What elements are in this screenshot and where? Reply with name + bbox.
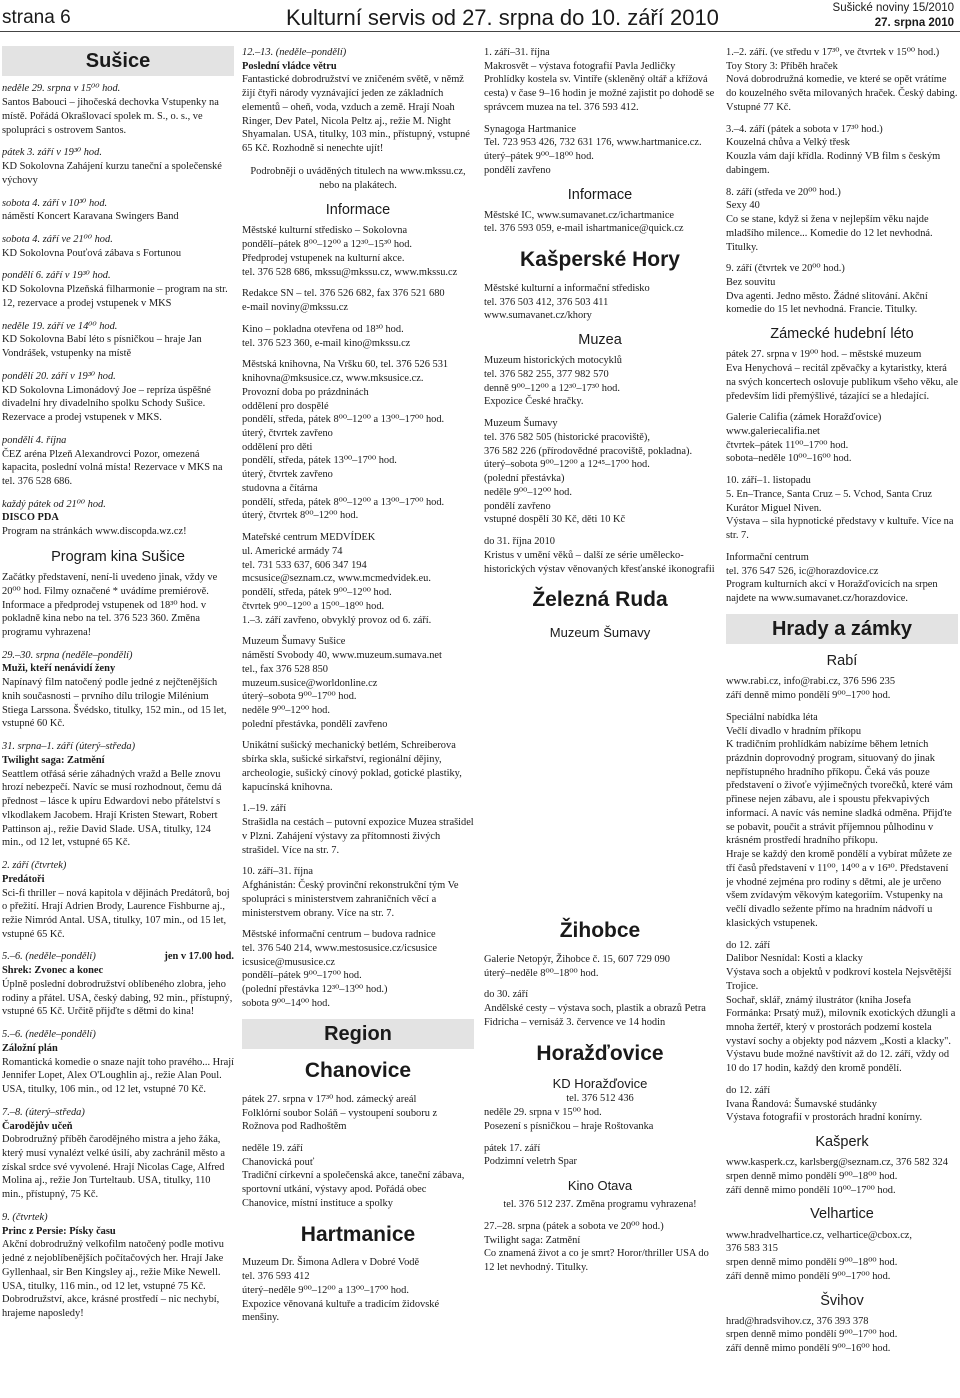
text-line: tel. 376 582 505 (historické pracoviště), <box>484 431 650 443</box>
text-line: září denně mimo pondělí 9⁰⁰–17⁰⁰ hod. <box>726 690 891 702</box>
text-line: tel. 376 547 526, ic@horazdovice.cz <box>726 565 879 577</box>
info-heading-hartmanice: Informace <box>567 186 633 203</box>
text-line: úterý–sobota 9⁰⁰–17⁰⁰ hod. <box>242 691 357 703</box>
event-text: KD Sokolovna Limonádový Joe – repríza úspěšné divadelní hry divadelního spolku Schody Sušice. Rezervace a prodej vstupenek v MKS. <box>2 384 211 424</box>
event-title: Princ z Persie: Písky času <box>2 1225 116 1237</box>
info-heading: Informace <box>325 202 391 219</box>
section-banner-hartmanice: Hartmanice <box>300 1222 416 1246</box>
horazdovice-lines <box>484 1106 716 1169</box>
text-line: Kurátor Miguel Niven. <box>726 502 822 514</box>
text-line: září denně mimo pondělí 9⁰⁰–17⁰⁰ hod. <box>726 1270 891 1282</box>
text-line: 1.–19. září <box>242 803 287 815</box>
event-date: neděle 19. září ve 14⁰⁰ hod. <box>2 320 118 332</box>
text-line: polední přestávka, pondělí zavřeno <box>242 718 388 730</box>
event-date: 2. září (čtvrtek) <box>2 860 67 872</box>
text-line: Posezení s písničkou – hraje Roštovanka <box>484 1120 654 1132</box>
column-3 <box>484 46 716 1396</box>
text-line: Galerie Califia (zámek Horažďovice) <box>726 412 882 424</box>
text-line: Co se stane, když si žena v nejlepším věku najde mladšího milence... Komedie do 12 let nevhodná. Titulky. <box>726 214 933 253</box>
text-line: tel. 376 523 360, e-mail kino@mkssu.cz <box>242 337 411 349</box>
text-line: do 12. září <box>726 939 771 951</box>
text-line: Synagoga Hartmanice <box>484 123 577 135</box>
spacer <box>726 466 958 474</box>
event-text: KD Sokolovna Zahájení kurzu taneční a společenské výchovy <box>2 161 222 186</box>
spacer <box>726 1076 958 1084</box>
text-line: úterý, čtvrtek zavřeno <box>242 469 333 481</box>
event-item <box>2 197 234 224</box>
text-line: Městské kulturní a informační středisko <box>484 282 650 294</box>
kino-heading: Program kina Sušice <box>51 548 185 565</box>
section-banner-horazdovice: Horažďovice <box>536 1041 664 1065</box>
text-line: (polední přestávka) <box>484 473 565 485</box>
event-item <box>242 46 474 156</box>
text-line: Městská knihovna, Na Vršku 60, tel. 376 526 531 <box>242 359 449 371</box>
text-line: 27.–28. srpna (pátek a sobota ve 20⁰⁰ hod.) <box>484 1220 664 1232</box>
text-line: www.sumavanet.cz/khory <box>484 310 592 322</box>
zelezna-ruda-subheading: Muzeum Šumavy <box>549 624 651 640</box>
event-text: Napínavý film natočený podle jedné z nejčtenějších knih současnosti – prvního dílu trilogie Milénium Stiega Larssona. Švédsko, titulky, 152 min., od 15 let, vstupné 60 Kč. <box>2 677 227 730</box>
event-date: každý pátek od 21⁰⁰ hod. <box>2 498 106 510</box>
event-text: Seattlem otřásá série záhadných vražd a Belle znovu hrozí nebezpečí. Navíc se musí rozhodnout, čemu dá přednost – lásce k upíru Edwardovi nebo přátelství s vlkodlakem Jacobem. Hrají Kristen Stewart, Robert Pattinson aj., režie David Slade. USA, titulky, 124 min., od 12 let, vstupné 65 Kč. <box>2 768 222 849</box>
text-line: 376 582 226 (přírodovědné pracoviště, pokladna). <box>484 445 693 457</box>
event-item <box>2 370 234 425</box>
text-line: Toy Story 3: Příběh hraček <box>726 60 838 72</box>
zamek-heading: Zámecké hudební léto <box>770 326 914 343</box>
text-line: Speciální nabídka léta <box>726 711 818 723</box>
event-date: 5.–6. (neděle–pondělí) <box>2 1029 96 1041</box>
muzea-lines <box>484 354 716 576</box>
text-line: vstupné dospělí 30 Kč, děti 10 Kč <box>484 514 626 526</box>
text-line: pátek 27. srpna v 19⁰⁰ hod. – městské muzeum <box>726 349 922 361</box>
event-text: KD Sokolovna Plzeňská filharmonie – program na str. 12, rezervace a prodej vstupenek v MKS <box>2 284 228 309</box>
spacer <box>484 527 716 535</box>
event-item <box>2 269 234 310</box>
text-line: www.hradvelhartice.cz, velhartice@cbox.cz, <box>726 1229 913 1241</box>
text-line: Výstava soch a objektů v podkroví kostela Nejsvětější Trojice. <box>726 967 952 992</box>
event-text: KD Sokolovna Babí léto s písničkou – hraje Jan Vondrášek, vstupenky na místě <box>2 334 202 360</box>
kino-otava-tel: tel. 376 512 237. Změna programu vyhrazena! <box>503 1199 697 1211</box>
text-line: studovna a čítárna <box>242 482 318 494</box>
text-line: Folklórní soubor Soláň – vystoupení souboru z Rožnova pod Radhoštěm <box>242 1107 438 1133</box>
spacer <box>242 794 474 802</box>
text-line: Sexy 40 <box>726 200 760 212</box>
text-line: tel. 731 533 637, 606 347 194 <box>242 559 367 571</box>
text-line: Andělské cesty – výstava soch, plastik a obrazů Petra Fidricha – vernisáž 3. července ve 14 hodin <box>484 1003 706 1028</box>
text-line: neděle 19. září <box>242 1142 303 1154</box>
zamek-lines <box>726 348 958 605</box>
text-line: Městské IC, www.sumavanet.cz/ichartmanice <box>484 209 675 221</box>
text-line: 1.–3. září zavřeno, obvyklý provoz od 6. září. <box>242 614 432 626</box>
event-item <box>2 434 234 489</box>
spacer <box>726 115 958 123</box>
text-line: úterý, čtvrtek zavřeno <box>242 428 333 440</box>
column-4 <box>726 46 958 1396</box>
page-number: strana 6 <box>2 7 71 28</box>
text-line: Kino – pokladna otevřena od 18³⁰ hod. <box>242 323 404 335</box>
event-text: Santos Babouci – jihočeská dechovka Vstupenky na místě. Pořádá Okrašlovací spolek m. S., o. s., ve spolupráci s ostrovem Santos. <box>2 97 219 136</box>
kasperk-lines <box>726 1156 958 1197</box>
section-banner-zihobce: Žihobce <box>559 919 641 943</box>
text-line: Expozice České hračky. <box>484 396 584 408</box>
spacer <box>242 731 474 739</box>
event-item <box>2 233 234 260</box>
page-header <box>0 0 960 32</box>
event-title: Čarodějův učeň <box>2 1120 73 1132</box>
event-item <box>2 740 234 850</box>
event-title: DISCO PDA <box>2 512 59 524</box>
event-text: Sci-fi thriller – nová kapitola v dějinách Predátorů, boj o přežití. Hrají Adrien Brody, Laurence Fishburne aj., režie Nimród Antal. USA, titulky, 107 min., od 15 let, vstupné 65 Kč. <box>2 887 230 940</box>
kasperk-heading: Kašperk <box>815 1134 869 1151</box>
text-line: Informační centrum <box>726 551 809 563</box>
text-line: Tradiční církevní a společenská akce, taneční zábava, sportovní utkání, výstavy apod. Pořádá obec Chanovice, místní instituce a spolky <box>242 1170 465 1209</box>
text-line: 376 583 315 <box>726 1243 778 1255</box>
text-line: tel., fax 376 528 850 <box>242 663 328 675</box>
text-line: ul. Americké armády 74 <box>242 545 343 557</box>
muzea-heading: Muzea <box>578 332 622 349</box>
event-item <box>2 498 234 539</box>
text-line: www.galeriecalifia.net <box>726 426 820 438</box>
spacer <box>242 350 474 358</box>
rabi-heading: Rabí <box>826 653 858 670</box>
text-line: sobota 9⁰⁰–14⁰⁰ hod. <box>242 997 330 1009</box>
event-date: 31. srpna–1. září (úterý–středa) <box>2 741 136 753</box>
svihov-lines <box>726 1315 958 1356</box>
spacer <box>242 523 474 531</box>
column-2 <box>242 46 474 1396</box>
text-line: neděle 9⁰⁰–12⁰⁰ hod. <box>242 704 330 716</box>
event-date: pátek 3. září v 19³⁰ hod. <box>2 147 102 159</box>
spacer <box>484 980 716 988</box>
text-line: Provozní doba po prázdninách <box>242 386 369 398</box>
text-line: září denně mimo pondělí 9⁰⁰–16⁰⁰ hod. <box>726 1343 891 1355</box>
text-line: tel. 376 593 412 <box>242 1271 310 1283</box>
text-line: Muzeum Šumavy Sušice <box>242 636 346 648</box>
text-line: 1. září–31. října <box>484 47 550 58</box>
text-line: knihovna@mksusice.cz, www.mksusice.cz. <box>242 373 424 385</box>
event-text: Romantická komedie o snaze najít toho pravého... Hrají Jennifer Lopet, Alex O'Loughlin aj., režie Alan Poul. USA, titulky, 106 min., od 12 let, vstupné 70 Kč. <box>2 1056 234 1096</box>
text-line: úterý, čtvrtek 8⁰⁰–12⁰⁰ hod. <box>242 510 359 522</box>
event-date: sobota 4. září ve 21⁰⁰ hod. <box>2 234 113 245</box>
event-date: pondělí 6. září v 19³⁰ hod. <box>2 270 111 282</box>
text-line: tel. 376 540 214, www.mestosusice.cz/icsusice <box>242 942 437 954</box>
text-line: 5. En–Trance, Santa Cruz – 5. Vchod, Santa Cruz <box>726 488 933 500</box>
text-line: 3.–4. září (pátek a sobota v 17³⁰ hod.) <box>726 123 883 135</box>
text-line: www.rabi.cz, info@rabi.cz, 376 596 235 <box>726 676 896 688</box>
text-line: oddělení pro dospělé <box>242 400 329 412</box>
event-item <box>2 649 234 731</box>
spacer <box>242 315 474 323</box>
text-line: úterý–neděle 8⁰⁰–18⁰⁰ hod. <box>484 967 599 979</box>
horazdovice-tel: tel. 376 512 436 <box>566 1093 634 1105</box>
spacer <box>242 920 474 928</box>
text-line: Muzeum Dr. Šimona Adlera v Dobré Vodě <box>242 1257 420 1269</box>
event-date: 29.–30. srpna (neděle–pondělí) <box>2 649 133 661</box>
text-line: Unikátní sušický mechanický betlém, Schreiberova sbírka skla, sušické sirkařství, regionální dějiny, archeologie, sušický cínový poklad, gotické plastiky, kapucínská knihovna. <box>242 740 462 793</box>
section-banner-susice: Sušice <box>2 46 234 76</box>
event-title: Predátoři <box>2 873 45 885</box>
event-title: Muži, kteří nenávidí ženy <box>2 663 116 675</box>
text-line: muzeum.susice@worldonline.cz <box>242 677 378 689</box>
spacer <box>242 1134 474 1142</box>
text-line: srpen denně mimo pondělí 9⁰⁰–18⁰⁰ hod. <box>726 1170 898 1182</box>
text-line: čtvrtek 9⁰⁰–12⁰⁰ a 15⁰⁰–18⁰⁰ hod. <box>242 600 385 612</box>
event-date: neděle 29. srpna v 15⁰⁰ hod. <box>2 83 121 95</box>
event-text: Program na stránkách www.discopda.wz.cz! <box>2 526 187 538</box>
spacer <box>242 279 474 287</box>
text-line: icsusice@mususice.cz <box>242 956 335 968</box>
text-line: úterý–sobota 9⁰⁰–12⁰⁰ a 12⁴⁵–17⁰⁰ hod. <box>484 459 650 471</box>
text-line: Redakce SN – tel. 376 526 682, fax 376 521 680 <box>242 288 445 300</box>
text-line: pondělí zavřeno <box>484 164 551 176</box>
text-line: náměstí Svobody 40, www.muzeum.sumava.net <box>242 650 442 662</box>
hartmanice-continued <box>484 46 716 178</box>
text-line: 9. září (čtvrtek ve 20⁰⁰ hod.) <box>726 263 845 275</box>
text-line: Bez souvitu <box>726 277 776 289</box>
kino-otava-lines <box>484 1220 716 1275</box>
event-text: náměstí Koncert Karavana Swingers Band <box>2 211 179 223</box>
newspaper-info <box>833 1 954 31</box>
event-title: Shrek: Zvonec a konec <box>2 965 104 977</box>
event-item <box>2 950 234 1019</box>
text-line: úterý–pátek 9⁰⁰–18⁰⁰ hod. <box>484 151 594 163</box>
text-line: Makrosvět – výstava fotografií Pavla Jedličky <box>484 60 676 72</box>
event-item <box>2 146 234 187</box>
hartmanice-lines <box>242 1256 474 1325</box>
text-line: Galerie Netopýr, Žihobce č. 15, 607 729 090 <box>484 953 670 965</box>
text-line: neděle 9⁰⁰–12⁰⁰ hod. <box>484 486 572 498</box>
spacer <box>726 543 958 551</box>
text-line: tel. 376 593 059, e-mail ishartmanice@quick.cz <box>484 223 684 235</box>
newspaper-name: Sušické noviny 15/2010 <box>832 2 954 14</box>
spacer <box>726 178 958 186</box>
text-line: K tradičním prohlídkám nabízíme během letních prázdnin doprovodný program, situovaný do jinak nepřístupného hradního příkopu. Čeká vás pouze představení o živoťe výjimečných tvorečků, které vám přinese nejen zábavu, ale i spoustu překvapivých informací. A navíc vás nemine sladká odměna. Přijďte se pobavit, poučit a strávit příjemnou půlhodinu v krásném prostředí hradního příkopu. <box>726 739 953 847</box>
event-date: pondělí 4. října <box>2 434 67 446</box>
event-item <box>2 320 234 361</box>
text-line: září denně mimo pondělí 10⁰⁰–17⁰⁰ hod. <box>726 1184 896 1196</box>
text-line: Prohlídky kostela sv. Vintíře (skleněný oltář a křížová cesta) v čase 9–16 hodin je možné zajistit po dohodě se správcem muzea na tel. 376 593 412. <box>484 74 715 113</box>
text-line: 10. září–31. října <box>242 866 313 878</box>
text-line: www.kasperk.cz, karlsberg@seznam.cz, 376 582 324 <box>726 1157 948 1169</box>
event-text: Akční dobrodružný velkofilm natočený podle motivu jedné z nejoblíbenějších počítačových her. Hrají Jake Gyllenhaal, sir Ben Kingsley aj., režie Mike Newell. USA, titulky, 116 min., od 12 let, vstupné 75 Kč. Dobrodružství, akce, krásné prostředí – nic nechybí, hrajeme naposledy! <box>2 1239 224 1320</box>
text-line: pondělí, středa, pátek 8⁰⁰–12⁰⁰ a 13⁰⁰–17⁰⁰ hod. <box>242 496 445 508</box>
event-item <box>2 82 234 137</box>
text-line: Muzeum Šumavy <box>484 418 558 430</box>
text-line: e-mail noviny@mkssu.cz <box>242 302 348 314</box>
event-text: Úplně poslední dobrodružství oblíbeného zlobra, jeho rodiny a přátel. USA, český dabing, 92 min., přístupný, vstupné 65 Kč. Určitě přijďte s dětmi do kina! <box>2 978 233 1018</box>
section-banner-chanovice: Chanovice <box>304 1059 412 1083</box>
velhartice-heading: Velhartice <box>810 1206 874 1223</box>
text-line: (polední přestávka 12³⁰–13⁰⁰ hod.) <box>242 984 388 996</box>
text-line: pondělí zavřeno <box>484 500 551 512</box>
text-line: do 31. října 2010 <box>484 536 555 548</box>
event-title: Twilight saga: Zatmění <box>2 754 105 766</box>
event-date: 7.–8. (úterý–středa) <box>2 1106 85 1118</box>
event-item <box>2 859 234 941</box>
text-line: pondělí–pátek 8⁰⁰–12⁰⁰ a 12³⁰–15³⁰ hod. <box>242 239 413 251</box>
text-line: pátek 17. září <box>484 1142 541 1154</box>
chanovice-lines <box>242 1093 474 1211</box>
text-line: Twilight saga: Zatmění <box>484 1234 581 1246</box>
section-banner-region: Region <box>242 1019 474 1049</box>
event-title: Poslední vládce větru <box>242 60 337 72</box>
text-line: Večlí divadlo v hradním příkopu <box>726 725 862 737</box>
text-line: hrad@hradsvihov.cz, 376 393 378 <box>726 1315 869 1327</box>
event-date: 12.–13. (neděle–pondělí) <box>242 47 347 58</box>
text-line: Expozice věnovaná kultuře a tradicím židovské menšiny. <box>242 1298 440 1324</box>
text-line: neděle 29. srpna v 15⁰⁰ hod. <box>484 1107 602 1119</box>
event-text: Dobrodružný příběh čarodějného mistra a jeho žáka, který musí vynalézt velké úsilí, aby zachránil město a získal srdce své vyvolené. Hrají Nicolas Cage, Alfred Molina aj., režie Jon Turteltaub. USA, titulky, 110 min., přístupný, 75 Kč. <box>2 1134 226 1201</box>
event-date: sobota 4. září v 10³⁰ hod. <box>2 197 108 209</box>
text-line: denně 9⁰⁰–12⁰⁰ a 12³⁰–17³⁰ hod. <box>484 382 620 394</box>
event-date: 9. (čtvrtek) <box>2 1211 48 1223</box>
text-line: sobota–neděle 10⁰⁰–16⁰⁰ hod. <box>726 453 852 465</box>
film-list-continued <box>242 46 474 156</box>
text-line: oddělení pro děti <box>242 441 313 453</box>
text-line: Podzimní veletrh Spar <box>484 1156 577 1168</box>
text-line: Afghánistán: Český provinční rekonstrukční tým Ve spolupráci s ministerstvem zahraničních věcí a ministerstvem obrany. Více na str. 7. <box>242 880 459 919</box>
event-item <box>2 1211 234 1321</box>
text-line: tel. 376 528 686, mkssu@mkssu.cz, www.mkssu.cz <box>242 266 458 278</box>
text-line: Hraje se každý den kromě pondělí a vybírat můžete ze tří časů představení v 11⁰⁰, 14⁰⁰ a v 16³⁰. Představení je vhodné zejména pro rodiny s dětmi, ale je určeno všem zvídavým věkovým kategoriím. Vstupenky na večlí divadlo sežente přímo na hradním nádvoří u klasických vstupenek. <box>726 849 952 929</box>
text-line: pondělí–pátek 9⁰⁰–17⁰⁰ hod. <box>242 970 362 982</box>
spacer <box>726 931 958 939</box>
film-list <box>2 649 234 1321</box>
kino-intro: Začátky představení, není-li uvedeno jinak, vždy ve 20⁰⁰ hod. Filmy označené * uvádíme premiérově. Informace a předprodej vstupenek od 18³⁰ hod. v pokladně kina nebo na tel. 376 523 360. Změna programu vyhrazena! <box>2 572 218 639</box>
event-text: Fantastické dobrodružství ve zničeném světě, v němž žijí čtyři národy vyznávající jeden ze základních elementů – oheň, voda, vzduch a země. Hrají Noah Ringer, Dev Patel, Nicola Peltz aj., režie M. Night Shyamalan. USA, titulky, 103 min., přístupný, vstupné 65 Kč. Rozhodně si nenechte ujít! <box>242 74 470 155</box>
text-line: do 30. září <box>484 989 529 1001</box>
spacer <box>484 409 716 417</box>
event-list-susice <box>2 82 234 539</box>
velhartice-lines <box>726 1229 958 1284</box>
text-line: Eva Henychová – recitál zpěvačky a kytaristky, která na svých koncertech oslovuje publikum všeho věku, ale především lidi přemýšlivé, tázající se a hledající. <box>726 363 958 402</box>
spacer <box>484 115 716 123</box>
text-line: Ivana Řandová: Šumavské studánky <box>726 1098 877 1110</box>
text-line: srpen denně mimo pondělí 9⁰⁰–18⁰⁰ hod. <box>726 1257 898 1269</box>
text-line: Dva agenti. Jedno město. Žádné slitování. Akční komedie do 15 let nevhodná. Francie. Titulky. <box>726 290 928 316</box>
event-time: jen v 17.00 hod. <box>164 951 234 963</box>
text-line: pátek 27. srpna v 17³⁰ hod. zámecký areál <box>242 1093 417 1105</box>
text-line: Městské kulturní středisko – Sokolovna <box>242 225 408 237</box>
event-title: Záložní plán <box>2 1042 58 1054</box>
text-line: Nová dobrodružná komedie, ve které se opět vrátíme do kouzelného světa milovaných hraček. Český dabing. Vstupné 77 Kč. <box>726 74 958 113</box>
text-line: Strašidla na cestách – putovní expozice Muzea strašidel v Plzni. Zahájení výstavy za přítomnosti živých strašidel. Více na str. 7. <box>242 817 474 856</box>
kasperske-hory-lines <box>484 282 716 323</box>
text-line: 8. září (středa ve 20⁰⁰ hod.) <box>726 186 841 198</box>
spacer <box>726 703 958 711</box>
kino-otava-continued <box>726 46 958 317</box>
text-line: do 12. září <box>726 1084 771 1096</box>
rabi-lines <box>726 675 958 1125</box>
text-line: Program kulturních akcí v Horažďovicích na srpen najdete na www.sumavanet.cz/horazdovice. <box>726 579 938 605</box>
text-line: Kouzelná chůva a Velký třesk <box>726 137 850 149</box>
spacer <box>242 857 474 865</box>
text-line: tel. 376 503 412, 376 503 411 <box>484 296 609 308</box>
text-line: Tel. 723 953 426, 732 631 176, www.hartmanice.cz. <box>484 137 702 149</box>
spacer <box>242 627 474 635</box>
column-1 <box>2 46 234 1396</box>
event-date: 5.–6. (neděle–pondělí) <box>2 951 96 963</box>
text-line: Výstava fotografií v prostorách hradní konírny. <box>726 1112 923 1124</box>
text-line: mcsusice@seznam.cz, www.mcmedvidek.eu. <box>242 573 431 585</box>
spacer <box>726 254 958 262</box>
text-line: Dalibor Nesnídal: Kosti a klacky <box>726 953 863 965</box>
text-line: Chanovická pouť <box>242 1156 315 1168</box>
more-info-note: Podrobněji o uváděných titulech na www.mkssu.cz, nebo na plakátech. <box>250 165 466 191</box>
info-lines <box>242 224 474 1010</box>
text-line: tel. 376 582 255, 377 982 570 <box>484 368 609 380</box>
section-banner-zelezna-ruda: Železná Ruda <box>532 588 668 612</box>
kino-otava-heading: Kino Otava <box>567 1178 633 1194</box>
text-line: úterý–neděle 9⁰⁰–12⁰⁰ a 13⁰⁰–17⁰⁰ hod. <box>242 1284 409 1296</box>
zihobce-lines <box>484 953 716 1030</box>
horazdovice-subheading: KD Horažďovice <box>552 1076 648 1092</box>
info-lines-hartmanice <box>484 209 716 236</box>
spacer <box>484 1134 716 1142</box>
text-line: Mateřské centrum MEDVÍDEK <box>242 532 376 544</box>
text-line: pondělí, středa, pátek 8⁰⁰–12⁰⁰ a 13⁰⁰–17⁰⁰ hod. <box>242 414 445 426</box>
event-item <box>2 1028 234 1097</box>
text-line: Sochař, sklář, známý ilustrátor (kniha Josefa Formánka: Prsatý muž), milovník exotických džungli a mnoha žertéř, který v prostorách podzemí kostela vystaví sochy a objekty pod názvem „Kosti a klacky". Výstavu bude možné navštívit až do 12. září, vždy od 10 do 17 hodin, každý den kromě pondělí. <box>726 994 956 1075</box>
text-line: pondělí, středa, pátek 13⁰⁰–17⁰⁰ hod. <box>242 455 397 467</box>
section-banner-hrady: Hrady a zámky <box>726 614 958 644</box>
text-line: čtvrtek–pátek 11⁰⁰–17⁰⁰ hod. <box>726 439 849 451</box>
event-date: pondělí 20. září v 19³⁰ hod. <box>2 370 116 382</box>
text-line: Kouzla vám dají křídla. Rodinný VB film s českým dabingem. <box>726 151 941 176</box>
text-line: Muzeum historických motocyklů <box>484 355 622 367</box>
event-item <box>2 1106 234 1202</box>
newspaper-date: 27. srpna 2010 <box>874 16 954 29</box>
text-line: Předprodej vstupenek na kulturní akce. <box>242 252 405 264</box>
svihov-heading: Švihov <box>820 1292 864 1309</box>
text-line: srpen denně mimo pondělí 9⁰⁰–17⁰⁰ hod. <box>726 1329 898 1341</box>
text-line: Výstava – sila hypnotické představy v kultuře. Více na str. 7. <box>726 516 954 542</box>
text-line: pondělí, středa, pátek 9⁰⁰–12⁰⁰ hod. <box>242 587 392 599</box>
text-line: 10. září–1. listopadu <box>726 475 811 487</box>
text-line: 1.–2. září. (ve středu v 17³⁰, ve čtvrtek v 15⁰⁰ hod.) <box>726 47 940 58</box>
event-text: KD Sokolovna Pouťová zábava s Fortunou <box>2 247 182 259</box>
section-banner-kasperske-hory: Kašperské Hory <box>520 248 680 272</box>
page-title: Kulturní servis od 27. srpna do 10. září 2010 <box>286 5 719 30</box>
text-line: Kristus v umění věků – další ze série umělecko-historických výstav věnovaných křesťanské ikonografii <box>484 549 715 575</box>
text-line: Městské informační centrum – budova radnice <box>242 929 436 941</box>
text-line: Co znamená život a co je smrt? Horor/thriller USA do 12 let nevhodný. Titulky. <box>484 1248 709 1274</box>
spacer <box>726 403 958 411</box>
event-text: ČEZ aréna Plzeň Alexandrovci Pozor, omezená kapacita, poslední volná místa! Rezervace v MKS na tel. 376 528 686. <box>2 448 223 488</box>
